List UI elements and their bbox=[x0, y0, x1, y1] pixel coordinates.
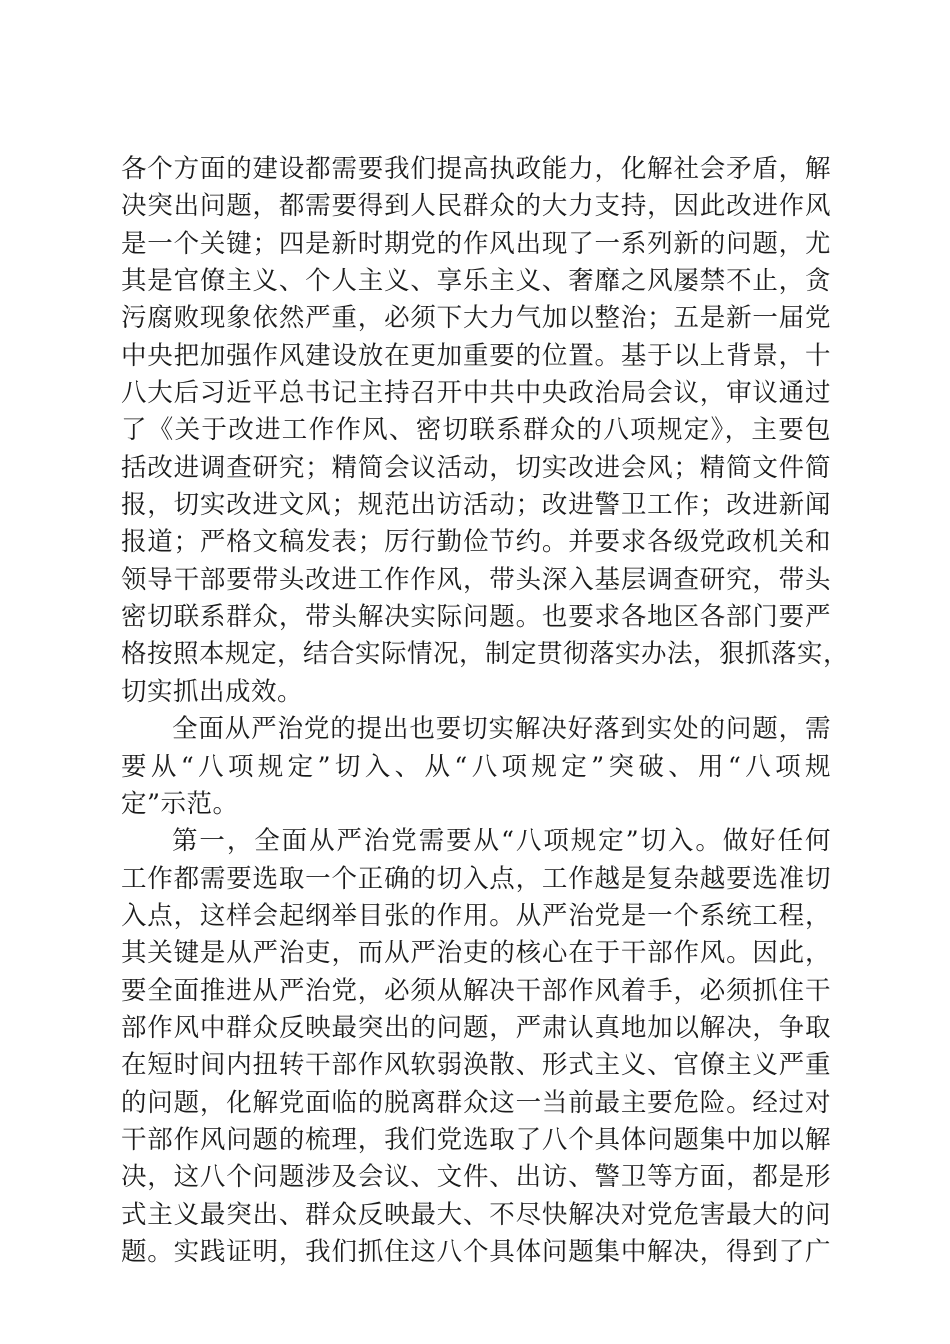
text-line: 中央把加强作风建设放在更加重要的位置。基于以上背景，十 bbox=[121, 340, 831, 371]
text-line: 报，切实改进文风；规范出访活动；改进警卫工作；改进新闻 bbox=[121, 490, 831, 521]
text-line: 格按照本规定，结合实际情况，制定贯彻落实办法，狠抓落实， bbox=[121, 639, 850, 670]
text-line: 要全面推进从严治党，必须从解决干部作风着手，必须抓住干 bbox=[121, 975, 831, 1006]
text-line: 报道；严格文稿发表；厉行勤俭节约。并要求各级党政机关和 bbox=[121, 527, 831, 558]
text-line: 题。实践证明，我们抓住这八个具体问题集中解决，得到了广 bbox=[121, 1236, 831, 1267]
text-line: 要从“八项规定”切入、从“八项规定”突破、用“八项规 bbox=[121, 751, 831, 782]
text-line: 干部作风问题的梳理，我们党选取了八个具体问题集中加以解 bbox=[121, 1124, 831, 1155]
text-line: 入点，这样会起纲举目张的作用。从严治党是一个系统工程， bbox=[121, 900, 831, 931]
text-line: 定”示范。 bbox=[121, 788, 239, 819]
text-line: 括改进调查研究；精简会议活动，切实改进会风；精简文件简 bbox=[121, 452, 831, 483]
text-line: 工作都需要选取一个正确的切入点，工作越是复杂越要选准切 bbox=[121, 863, 831, 894]
text-line: 在短时间内扭转干部作风软弱涣散、形式主义、官僚主义严重 bbox=[121, 1050, 831, 1081]
document-body bbox=[121, 151, 850, 1271]
text-line: 全面从严治党的提出也要切实解决好落到实处的问题，需 bbox=[172, 714, 831, 745]
text-line: 切实抓出成效。 bbox=[121, 676, 304, 707]
text-line: 密切联系群众，带头解决实际问题。也要求各地区各部门要严 bbox=[121, 602, 831, 633]
text-line: 其是官僚主义、个人主义、享乐主义、奢靡之风屡禁不止，贪 bbox=[121, 266, 831, 297]
text-line: 各个方面的建设都需要我们提高执政能力，化解社会矛盾，解 bbox=[121, 154, 831, 184]
text-line: 了《关于改进工作作风、密切联系群众的八项规定》，主要包 bbox=[121, 415, 831, 446]
text-line: 式主义最突出、群众反映最大、不尽快解决对党危害最大的问 bbox=[121, 1199, 831, 1230]
text-line: 领导干部要带头改进工作作风，带头深入基层调查研究，带头 bbox=[121, 564, 831, 595]
text-line: 决突出问题，都需要得到人民群众的大力支持，因此改进作风 bbox=[121, 191, 831, 222]
text-line: 的问题，化解党面临的脱离群众这一当前最主要危险。经过对 bbox=[121, 1087, 831, 1118]
text-line: 是一个关键；四是新时期党的作风出现了一系列新的问题，尤 bbox=[121, 228, 831, 259]
text-line: 决，这八个问题涉及会议、文件、出访、警卫等方面，都是形 bbox=[121, 1162, 831, 1193]
text-line: 污腐败现象依然严重，必须下大力气加以整治；五是新一届党 bbox=[121, 303, 831, 334]
text-line: 第一，全面从严治党需要从“八项规定”切入。做好任何 bbox=[172, 826, 831, 857]
text-line: 部作风中群众反映最突出的问题，严肃认真地加以解决，争取 bbox=[121, 1012, 831, 1043]
text-line: 八大后习近平总书记主持召开中共中央政治局会议，审议通过 bbox=[121, 378, 831, 409]
text-line: 其关键是从严治吏，而从严治吏的核心在于干部作风。因此， bbox=[121, 938, 831, 969]
